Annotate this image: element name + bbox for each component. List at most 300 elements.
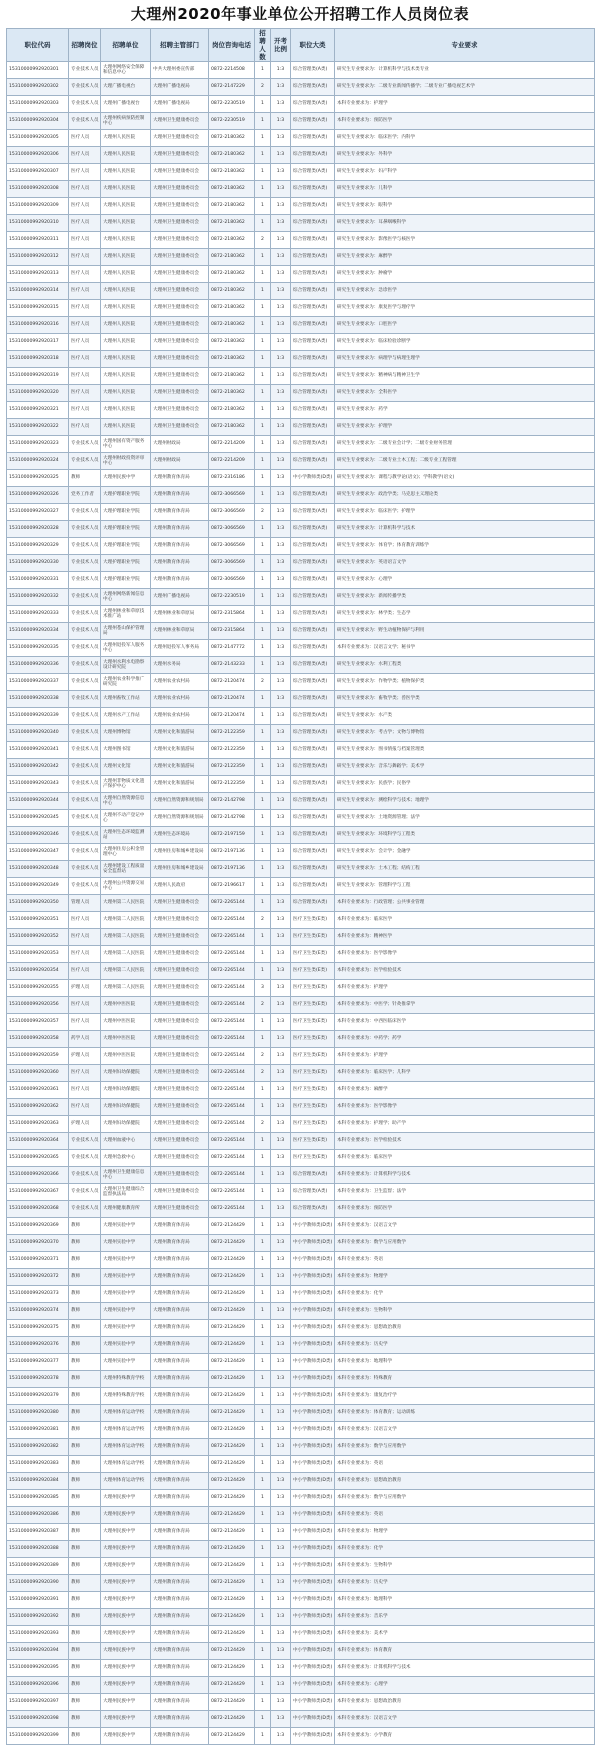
employer-unit-cell: 大理州民族中学 (101, 1626, 151, 1643)
exam-ratio-cell: 1:3 (271, 1643, 291, 1660)
position-code-cell: 15310000992920315 (7, 300, 69, 317)
position-code-cell: 15310000992920332 (7, 589, 69, 606)
inquiry-phone-cell: 0872-3066569 (209, 487, 255, 504)
position-title-cell: 教师 (69, 1286, 101, 1303)
table-row (7, 215, 595, 232)
exam-ratio-cell: 1:3 (271, 1609, 291, 1626)
position-code-cell: 15310000992920318 (7, 351, 69, 368)
table-row (7, 1711, 595, 1728)
major-requirement-cell: 本科专业要求为：特殊教育 (335, 1371, 595, 1388)
supervising-department-cell: 中共大理州委宣传部 (151, 62, 209, 79)
table-row (7, 1218, 595, 1235)
employer-unit-cell: 大理州网络安全保障和信息中心 (101, 62, 151, 79)
position-title-cell: 医疗人员 (69, 963, 101, 980)
position-title-cell: 医疗人员 (69, 266, 101, 283)
headcount-cell: 1 (255, 1252, 271, 1269)
supervising-department-cell: 大理州卫生健康委员会 (151, 1031, 209, 1048)
employer-unit-cell: 大理州特殊教育学校 (101, 1388, 151, 1405)
headcount-cell: 1 (255, 215, 271, 232)
inquiry-phone-cell: 0872-2315864 (209, 606, 255, 623)
table-row (7, 164, 595, 181)
exam-ratio-cell: 1:3 (271, 317, 291, 334)
inquiry-phone-cell: 0872-2124429 (209, 1235, 255, 1252)
job-category-cell: 综合管理类(A类) (291, 249, 335, 266)
position-code-cell: 15310000992920368 (7, 1201, 69, 1218)
position-code-cell: 15310000992920375 (7, 1320, 69, 1337)
exam-ratio-cell: 1:3 (271, 708, 291, 725)
headcount-cell: 1 (255, 963, 271, 980)
job-category-cell: 医疗卫生类(E类) (291, 1065, 335, 1082)
employer-unit-cell: 大理护理职业学院 (101, 555, 151, 572)
inquiry-phone-cell: 0872-2180362 (209, 402, 255, 419)
major-requirement-cell: 研究生专业要求为：耳鼻咽喉科学 (335, 215, 595, 232)
position-title-cell: 专业技术人员 (69, 1184, 101, 1201)
position-code-cell: 15310000992920347 (7, 844, 69, 861)
supervising-department-cell: 大理州教育体育局 (151, 555, 209, 572)
job-category-cell: 综合管理类(A类) (291, 538, 335, 555)
employer-unit-cell: 大理广播电视台 (101, 79, 151, 96)
position-code-cell: 15310000992920305 (7, 130, 69, 147)
major-requirement-cell: 本科专业要求为：体育教育；运动训练 (335, 1405, 595, 1422)
table-row (7, 181, 595, 198)
position-code-cell: 15310000992920308 (7, 181, 69, 198)
headcount-cell: 1 (255, 1541, 271, 1558)
employer-unit-cell: 大理州民族中学 (101, 1694, 151, 1711)
exam-ratio-cell: 1:3 (271, 198, 291, 215)
headcount-cell: 2 (255, 674, 271, 691)
headcount-cell: 1 (255, 1184, 271, 1201)
table-row (7, 1643, 595, 1660)
inquiry-phone-cell: 0872-2180362 (209, 300, 255, 317)
position-code-cell: 15310000992920393 (7, 1626, 69, 1643)
major-requirement-cell: 研究生专业要求为：临床医学；护理学 (335, 504, 595, 521)
position-title-cell: 专业技术人员 (69, 657, 101, 674)
position-code-cell: 15310000992920377 (7, 1354, 69, 1371)
position-code-cell: 15310000992920335 (7, 640, 69, 657)
inquiry-phone-cell: 0872-2124429 (209, 1643, 255, 1660)
exam-ratio-cell: 1:3 (271, 742, 291, 759)
inquiry-phone-cell: 0872-2124429 (209, 1609, 255, 1626)
supervising-department-cell: 大理州教育体育局 (151, 470, 209, 487)
major-requirement-cell: 研究生专业要求为：图书情报与档案管理类 (335, 742, 595, 759)
inquiry-phone-cell: 0872-2265144 (209, 1099, 255, 1116)
position-code-cell: 15310000992920370 (7, 1235, 69, 1252)
supervising-department-cell: 大理州教育体育局 (151, 487, 209, 504)
exam-ratio-cell: 1:3 (271, 555, 291, 572)
inquiry-phone-cell: 0872-2124429 (209, 1507, 255, 1524)
position-code-cell: 15310000992920316 (7, 317, 69, 334)
position-code-cell: 15310000992920344 (7, 793, 69, 810)
exam-ratio-cell: 1:3 (271, 1473, 291, 1490)
inquiry-phone-cell: 0872-2180362 (209, 130, 255, 147)
position-code-cell: 15310000992920325 (7, 470, 69, 487)
headcount-cell: 2 (255, 912, 271, 929)
position-title-cell: 教师 (69, 1490, 101, 1507)
job-category-cell: 中小学教师类(D类) (291, 1320, 335, 1337)
supervising-department-cell: 大理州教育体育局 (151, 1490, 209, 1507)
supervising-department-cell: 大理州教育体育局 (151, 1626, 209, 1643)
table-row (7, 300, 595, 317)
position-code-cell: 15310000992920336 (7, 657, 69, 674)
position-code-cell: 15310000992920358 (7, 1031, 69, 1048)
table-row (7, 1490, 595, 1507)
headcount-cell: 1 (255, 1660, 271, 1677)
major-requirement-cell: 本科专业要求为：康复治疗学 (335, 1388, 595, 1405)
job-category-cell: 中小学教师类(D类) (291, 1575, 335, 1592)
position-code-cell: 15310000992920389 (7, 1558, 69, 1575)
major-requirement-cell: 研究生专业要求为：政治学类；马克思主义理论类 (335, 487, 595, 504)
headcount-cell: 1 (255, 334, 271, 351)
position-code-cell: 15310000992920319 (7, 368, 69, 385)
headcount-cell: 1 (255, 1371, 271, 1388)
position-code-cell: 15310000992920309 (7, 198, 69, 215)
position-title-cell: 教师 (69, 1320, 101, 1337)
column-header: 招聘人数 (255, 29, 271, 62)
inquiry-phone-cell: 0872-2265144 (209, 997, 255, 1014)
major-requirement-cell: 本科专业要求为：美术学 (335, 1626, 595, 1643)
table-row (7, 1439, 595, 1456)
exam-ratio-cell: 1:3 (271, 1048, 291, 1065)
position-code-cell: 15310000992920392 (7, 1609, 69, 1626)
inquiry-phone-cell: 0872-2180362 (209, 147, 255, 164)
position-title-cell: 教师 (69, 1541, 101, 1558)
employer-unit-cell: 大理护理职业学院 (101, 572, 151, 589)
exam-ratio-cell: 1:3 (271, 62, 291, 79)
employer-unit-cell: 大理州实验中学 (101, 1320, 151, 1337)
job-category-cell: 医疗卫生类(E类) (291, 1014, 335, 1031)
major-requirement-cell: 本科专业要求为：精神医学 (335, 929, 595, 946)
exam-ratio-cell: 1:3 (271, 844, 291, 861)
supervising-department-cell: 大理州教育体育局 (151, 538, 209, 555)
major-requirement-cell: 本科专业要求为：物理学 (335, 1524, 595, 1541)
position-code-cell: 15310000992920337 (7, 674, 69, 691)
major-requirement-cell: 本科专业要求为：计算机科学与技术 (335, 1660, 595, 1677)
position-code-cell: 15310000992920328 (7, 521, 69, 538)
position-title-cell: 医疗人员 (69, 249, 101, 266)
employer-unit-cell: 大理州退役军人服务中心 (101, 640, 151, 657)
position-title-cell: 医疗人员 (69, 130, 101, 147)
job-category-cell: 综合管理类(A类) (291, 266, 335, 283)
job-category-cell: 中小学教师类(D类) (291, 1286, 335, 1303)
position-title-cell: 专业技术人员 (69, 436, 101, 453)
employer-unit-cell: 大理州体育运动学校 (101, 1405, 151, 1422)
inquiry-phone-cell: 0872-2124429 (209, 1388, 255, 1405)
exam-ratio-cell: 1:3 (271, 1405, 291, 1422)
supervising-department-cell: 大理州教育体育局 (151, 1439, 209, 1456)
position-title-cell: 专业技术人员 (69, 827, 101, 844)
employer-unit-cell: 大理州第二人民医院 (101, 963, 151, 980)
major-requirement-cell: 研究生专业要求为：肿瘤学 (335, 266, 595, 283)
table-row (7, 1235, 595, 1252)
employer-unit-cell: 大理州博物馆 (101, 725, 151, 742)
position-code-cell: 15310000992920380 (7, 1405, 69, 1422)
headcount-cell: 1 (255, 1269, 271, 1286)
exam-ratio-cell: 1:3 (271, 385, 291, 402)
supervising-department-cell: 大理州卫生健康委员会 (151, 334, 209, 351)
major-requirement-cell: 本科专业要求为：历史学 (335, 1337, 595, 1354)
employer-unit-cell: 大理州文化馆 (101, 759, 151, 776)
supervising-department-cell: 大理州教育体育局 (151, 1558, 209, 1575)
major-requirement-cell: 研究生专业要求为：临床检验诊断学 (335, 334, 595, 351)
major-requirement-cell: 研究生专业要求为：野生动植物保护与利用 (335, 623, 595, 640)
headcount-cell: 1 (255, 470, 271, 487)
headcount-cell: 1 (255, 130, 271, 147)
major-requirement-cell: 研究生专业要求为：妇产科学 (335, 164, 595, 181)
supervising-department-cell: 大理州卫生健康委员会 (151, 946, 209, 963)
employer-unit-cell: 大理州体育运动学校 (101, 1439, 151, 1456)
page-title: 大理州2020年事业单位公开招聘工作人员岗位表 (130, 5, 470, 23)
job-category-cell: 综合管理类(A类) (291, 62, 335, 79)
headcount-cell: 1 (255, 1388, 271, 1405)
position-code-cell: 15310000992920360 (7, 1065, 69, 1082)
major-requirement-cell: 研究生专业要求为：心理学 (335, 572, 595, 589)
supervising-department-cell: 大理州教育体育局 (151, 1286, 209, 1303)
inquiry-phone-cell: 0872-2124429 (209, 1711, 255, 1728)
major-requirement-cell: 本科专业要求为：汉语言文学；秘书学 (335, 640, 595, 657)
supervising-department-cell: 大理州自然资源和规划局 (151, 793, 209, 810)
headcount-cell: 1 (255, 1575, 271, 1592)
supervising-department-cell: 大理州教育体育局 (151, 1337, 209, 1354)
supervising-department-cell: 大理州广播电视局 (151, 96, 209, 113)
table-row (7, 1592, 595, 1609)
exam-ratio-cell: 1:3 (271, 1269, 291, 1286)
table-row (7, 827, 595, 844)
exam-ratio-cell: 1:3 (271, 1422, 291, 1439)
employer-unit-cell: 大理州实验中学 (101, 1269, 151, 1286)
major-requirement-cell: 研究生专业要求为：康复医学与理疗学 (335, 300, 595, 317)
headcount-cell: 1 (255, 623, 271, 640)
job-category-cell: 医疗卫生类(E类) (291, 929, 335, 946)
position-code-cell: 15310000992920361 (7, 1082, 69, 1099)
inquiry-phone-cell: 0872-2265144 (209, 1150, 255, 1167)
employer-unit-cell: 大理州农业科学推广研究院 (101, 674, 151, 691)
position-title-cell: 教师 (69, 1473, 101, 1490)
employer-unit-cell: 大理州人民医院 (101, 147, 151, 164)
inquiry-phone-cell: 0872-2230519 (209, 589, 255, 606)
position-code-cell: 15310000992920302 (7, 79, 69, 96)
employer-unit-cell: 大理州财政投资评审中心 (101, 453, 151, 470)
job-category-cell: 医疗卫生类(E类) (291, 912, 335, 929)
job-category-cell: 综合管理类(A类) (291, 1167, 335, 1184)
supervising-department-cell: 大理州文化和旅游局 (151, 776, 209, 793)
job-category-cell: 综合管理类(A类) (291, 385, 335, 402)
employer-unit-cell: 大理州水利水电勘察设计研究院 (101, 657, 151, 674)
table-row (7, 623, 595, 640)
job-category-cell: 中小学教师类(D类) (291, 1728, 335, 1745)
headcount-cell: 2 (255, 79, 271, 96)
headcount-cell: 1 (255, 113, 271, 130)
supervising-department-cell: 大理州水务局 (151, 657, 209, 674)
position-code-cell: 15310000992920381 (7, 1422, 69, 1439)
major-requirement-cell: 研究生专业要求为：新闻传播学类 (335, 589, 595, 606)
major-requirement-cell: 本科专业要求为：生物科学 (335, 1303, 595, 1320)
supervising-department-cell: 大理州财政局 (151, 436, 209, 453)
headcount-cell: 1 (255, 691, 271, 708)
job-category-cell: 中小学教师类(D类) (291, 1677, 335, 1694)
table-row (7, 691, 595, 708)
inquiry-phone-cell: 0872-2265144 (209, 980, 255, 997)
table-row (7, 1286, 595, 1303)
headcount-cell: 1 (255, 1082, 271, 1099)
job-category-cell: 综合管理类(A类) (291, 776, 335, 793)
position-title-cell: 医疗人员 (69, 946, 101, 963)
headcount-cell: 1 (255, 147, 271, 164)
major-requirement-cell: 本科专业要求为：行政管理；公共事业管理 (335, 895, 595, 912)
exam-ratio-cell: 1:3 (271, 487, 291, 504)
position-code-cell: 15310000992920349 (7, 878, 69, 895)
position-code-cell: 15310000992920396 (7, 1677, 69, 1694)
position-title-cell: 教师 (69, 1439, 101, 1456)
position-code-cell: 15310000992920345 (7, 810, 69, 827)
major-requirement-cell: 本科专业要求为：护理学；助产学 (335, 1116, 595, 1133)
inquiry-phone-cell: 0872-2180362 (209, 334, 255, 351)
supervising-department-cell: 大理州教育体育局 (151, 1592, 209, 1609)
supervising-department-cell: 大理州住房和城乡建设局 (151, 861, 209, 878)
exam-ratio-cell: 1:3 (271, 1677, 291, 1694)
job-category-cell: 中小学教师类(D类) (291, 1354, 335, 1371)
headcount-cell: 2 (255, 232, 271, 249)
major-requirement-cell: 研究生专业要求为：精神病与精神卫生学 (335, 368, 595, 385)
inquiry-phone-cell: 0872-2124429 (209, 1337, 255, 1354)
major-requirement-cell: 本科专业要求为：音乐学 (335, 1609, 595, 1626)
headcount-cell: 1 (255, 198, 271, 215)
supervising-department-cell: 大理州教育体育局 (151, 504, 209, 521)
employer-unit-cell: 大理州实验中学 (101, 1252, 151, 1269)
table-row (7, 1575, 595, 1592)
table-row (7, 249, 595, 266)
exam-ratio-cell: 1:3 (271, 79, 291, 96)
table-row (7, 946, 595, 963)
headcount-cell: 1 (255, 1507, 271, 1524)
supervising-department-cell: 大理州教育体育局 (151, 1541, 209, 1558)
table-row (7, 419, 595, 436)
employer-unit-cell: 大理州体育运动学校 (101, 1456, 151, 1473)
exam-ratio-cell: 1:3 (271, 1065, 291, 1082)
job-category-cell: 中小学教师类(D类) (291, 1235, 335, 1252)
position-title-cell: 医疗人员 (69, 232, 101, 249)
major-requirement-cell: 本科专业要求为：英语 (335, 1456, 595, 1473)
position-title-cell: 专业技术人员 (69, 538, 101, 555)
position-code-cell: 15310000992920350 (7, 895, 69, 912)
job-category-cell: 中小学教师类(D类) (291, 1371, 335, 1388)
position-title-cell: 护理人员 (69, 980, 101, 997)
major-requirement-cell: 本科专业要求为：思想政治教育 (335, 1320, 595, 1337)
inquiry-phone-cell: 0872-2124429 (209, 1422, 255, 1439)
supervising-department-cell: 大理州卫生健康委员会 (151, 130, 209, 147)
major-requirement-cell: 本科专业要求为：地理科学 (335, 1592, 595, 1609)
job-category-cell: 综合管理类(A类) (291, 436, 335, 453)
inquiry-phone-cell: 0872-2142798 (209, 793, 255, 810)
employer-unit-cell: 大理州第二人民医院 (101, 895, 151, 912)
position-code-cell: 15310000992920331 (7, 572, 69, 589)
inquiry-phone-cell: 0872-2197136 (209, 844, 255, 861)
inquiry-phone-cell: 0872-2124429 (209, 1405, 255, 1422)
supervising-department-cell: 大理州农业农村局 (151, 691, 209, 708)
employer-unit-cell: 大理州卫生健康信息中心 (101, 1167, 151, 1184)
inquiry-phone-cell: 0872-2122359 (209, 776, 255, 793)
position-title-cell: 医疗人员 (69, 317, 101, 334)
exam-ratio-cell: 1:3 (271, 980, 291, 997)
supervising-department-cell: 大理州卫生健康委员会 (151, 929, 209, 946)
supervising-department-cell: 大理州教育体育局 (151, 1677, 209, 1694)
major-requirement-cell: 本科专业要求为：预防医学 (335, 113, 595, 130)
employer-unit-cell: 大理州中医医院 (101, 1031, 151, 1048)
headcount-cell: 1 (255, 1337, 271, 1354)
position-code-cell: 15310000992920388 (7, 1541, 69, 1558)
supervising-department-cell: 大理州教育体育局 (151, 1269, 209, 1286)
inquiry-phone-cell: 0872-2265144 (209, 1048, 255, 1065)
table-row (7, 504, 595, 521)
job-category-cell: 中小学教师类(D类) (291, 1303, 335, 1320)
position-title-cell: 教师 (69, 1592, 101, 1609)
job-category-cell: 综合管理类(A类) (291, 283, 335, 300)
table-row (7, 1167, 595, 1184)
major-requirement-cell: 本科专业要求为：数学与应用数学 (335, 1439, 595, 1456)
exam-ratio-cell: 1:3 (271, 1184, 291, 1201)
position-title-cell: 教师 (69, 1643, 101, 1660)
employer-unit-cell: 大理州人民医院 (101, 351, 151, 368)
major-requirement-cell: 研究生专业要求为：护理学 (335, 419, 595, 436)
supervising-department-cell: 大理州教育体育局 (151, 1235, 209, 1252)
position-title-cell: 专业技术人员 (69, 521, 101, 538)
headcount-cell: 1 (255, 351, 271, 368)
inquiry-phone-cell: 0872-2122359 (209, 759, 255, 776)
employer-unit-cell: 大理州急救中心 (101, 1150, 151, 1167)
job-category-cell: 中小学教师类(D类) (291, 1660, 335, 1677)
position-code-cell: 15310000992920387 (7, 1524, 69, 1541)
job-category-cell: 综合管理类(A类) (291, 453, 335, 470)
major-requirement-cell: 本科专业要求为：预防医学 (335, 1201, 595, 1218)
headcount-cell: 1 (255, 589, 271, 606)
inquiry-phone-cell: 0872-2124429 (209, 1354, 255, 1371)
position-title-cell: 教师 (69, 1694, 101, 1711)
table-row (7, 1201, 595, 1218)
supervising-department-cell: 大理州卫生健康委员会 (151, 1167, 209, 1184)
position-code-cell: 15310000992920374 (7, 1303, 69, 1320)
headcount-cell: 1 (255, 1609, 271, 1626)
job-category-cell: 医疗卫生类(E类) (291, 1116, 335, 1133)
employer-unit-cell: 大理州民族中学 (101, 1592, 151, 1609)
exam-ratio-cell: 1:3 (271, 521, 291, 538)
exam-ratio-cell: 1:3 (271, 504, 291, 521)
job-category-cell: 综合管理类(A类) (291, 640, 335, 657)
position-title-cell: 护理人员 (69, 1116, 101, 1133)
supervising-department-cell: 大理州教育体育局 (151, 1405, 209, 1422)
position-code-cell: 15310000992920398 (7, 1711, 69, 1728)
job-category-cell: 综合管理类(A类) (291, 164, 335, 181)
headcount-cell: 1 (255, 1320, 271, 1337)
supervising-department-cell: 大理州财政局 (151, 453, 209, 470)
job-category-cell: 医疗卫生类(E类) (291, 1048, 335, 1065)
major-requirement-cell: 研究生专业要求为：土地资源管理；法学 (335, 810, 595, 827)
supervising-department-cell: 大理州教育体育局 (151, 1456, 209, 1473)
table-row (7, 1609, 595, 1626)
position-title-cell: 医疗人员 (69, 385, 101, 402)
position-code-cell: 15310000992920310 (7, 215, 69, 232)
job-category-cell: 中小学教师类(D类) (291, 470, 335, 487)
table-row (7, 521, 595, 538)
exam-ratio-cell: 1:3 (271, 589, 291, 606)
position-code-cell: 15310000992920376 (7, 1337, 69, 1354)
table-row (7, 198, 595, 215)
job-category-cell: 中小学教师类(D类) (291, 1405, 335, 1422)
table-row (7, 1269, 595, 1286)
job-category-cell: 综合管理类(A类) (291, 504, 335, 521)
position-code-cell: 15310000992920386 (7, 1507, 69, 1524)
headcount-cell: 1 (255, 725, 271, 742)
table-row (7, 963, 595, 980)
supervising-department-cell: 大理州教育体育局 (151, 521, 209, 538)
